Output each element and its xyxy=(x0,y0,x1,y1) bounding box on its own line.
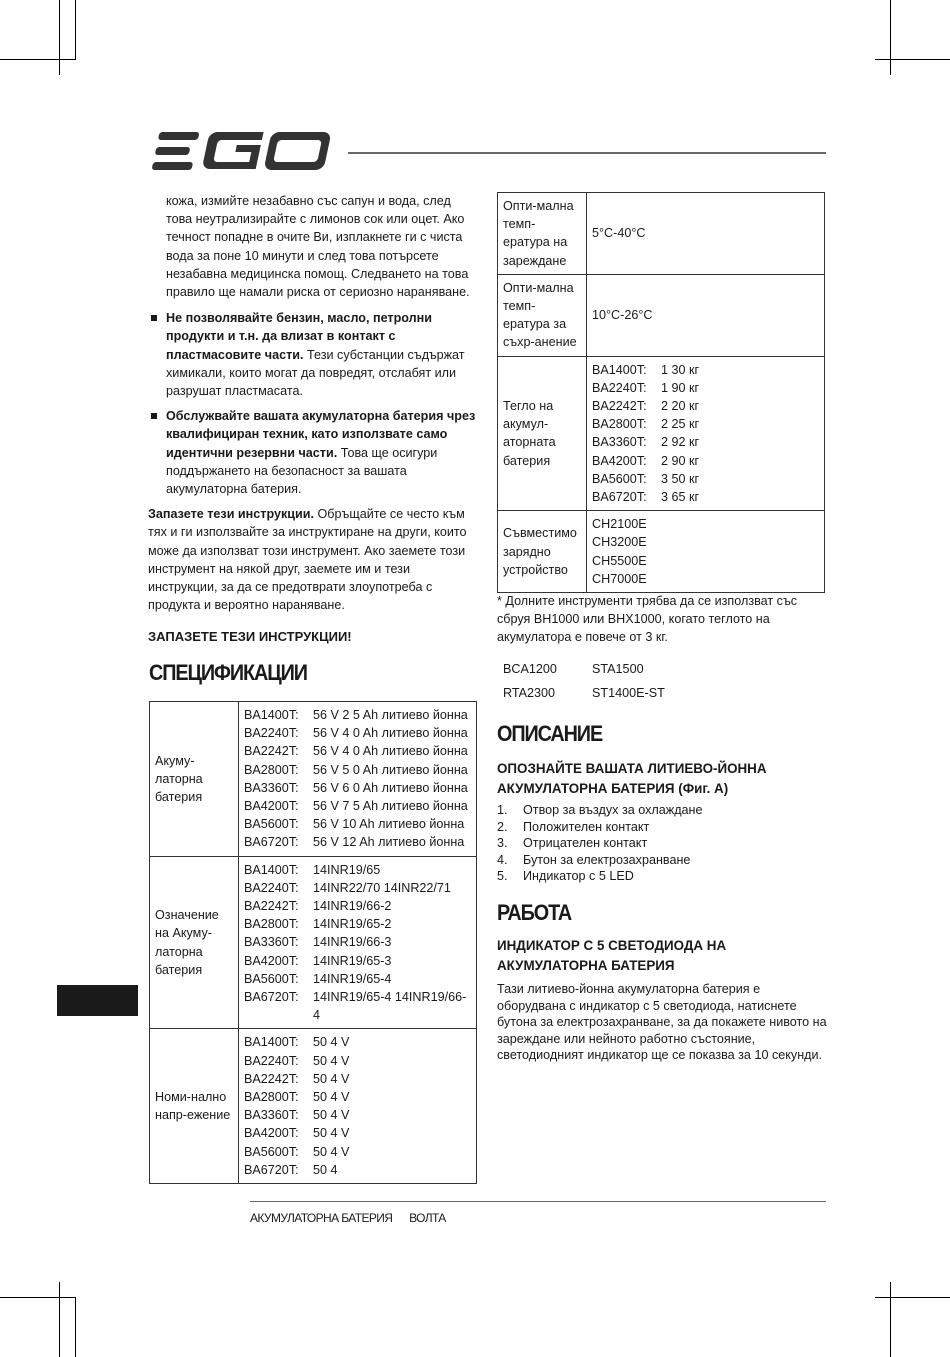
spec-line xyxy=(244,897,471,915)
bullet-icon xyxy=(151,315,157,321)
model-value: 56 V 2 5 Ah литиево йонна xyxy=(313,708,468,722)
spec-label: Означение на Акуму-латорна батерия xyxy=(150,856,239,1029)
model-code: BA1400T: xyxy=(244,862,299,877)
model-code: BA2800T: xyxy=(592,417,647,432)
model-code: BA3360T: xyxy=(244,780,299,795)
model-value: 50 4 V xyxy=(313,1144,350,1159)
bullet-bold: Не позволявайте бензин, масло, петролни продукти и т.н. да влизат в контакт с пластмасовите части. xyxy=(166,311,432,362)
spec-label: Акуму-латорна батерия xyxy=(150,702,239,857)
spec-label: Опти-мална темп-ература за съхр-анение xyxy=(498,274,587,356)
spec-line xyxy=(592,379,819,397)
model-value: 1 90 кг xyxy=(661,380,700,395)
item-number: 4. xyxy=(497,852,508,867)
model-value: 1 30 кг xyxy=(661,362,700,377)
item-text: Индикатор с 5 LED xyxy=(523,869,634,884)
model-value: 56 V 6 0 Ah литиево йонна xyxy=(313,780,468,795)
spec-values: 5°C-40°C xyxy=(587,193,825,275)
spec-line xyxy=(592,488,819,506)
spec-values xyxy=(587,356,825,511)
item-text: Отвор за въздух за охлаждане xyxy=(523,803,703,817)
model-code: BA5600T: xyxy=(592,471,647,486)
spec-line xyxy=(592,452,819,470)
model-code: BA5600T: xyxy=(244,971,299,986)
bullet-item xyxy=(148,309,476,400)
spec-line xyxy=(592,397,819,415)
model-value: 14INR19/65 xyxy=(313,862,381,877)
spec-line xyxy=(244,1088,471,1106)
spec-line xyxy=(244,1161,471,1179)
item-number: 2. xyxy=(497,819,508,834)
bullet-bold: Обслужвайте вашата акумулаторна батерия чрез квалифициран техник, като използвате само идентични резервни части. xyxy=(166,409,476,460)
section-tab xyxy=(57,985,138,1016)
spec-line xyxy=(244,1143,471,1161)
spec-line xyxy=(244,833,471,851)
model-value: 50 4 V xyxy=(313,1108,350,1123)
model-value: 56 V 10 Ah литиево йонна xyxy=(313,817,465,832)
spec-values xyxy=(239,1029,477,1184)
tool-item: ST1400E-ST xyxy=(592,686,665,700)
work-paragraph xyxy=(497,981,827,1064)
spec-line xyxy=(592,361,819,379)
list-item xyxy=(497,802,703,819)
model-code: BA1400T: xyxy=(244,1035,299,1050)
model-value: 56 V 7 5 Ah литиево йонна xyxy=(313,799,468,814)
model-code: BA4200T: xyxy=(244,953,299,968)
footer-right: ВОЛТА xyxy=(409,1211,446,1225)
model-code: BA2800T: xyxy=(244,762,299,777)
model-code: BA2242T: xyxy=(244,899,299,914)
work-title: РАБОТА xyxy=(497,900,572,925)
model-code: BA2240T: xyxy=(244,726,299,741)
list-item xyxy=(497,835,703,852)
model-code: BA3360T: xyxy=(244,1108,299,1123)
bullet-item xyxy=(148,407,476,498)
spec-row xyxy=(498,193,825,275)
model-code: BA6720T: xyxy=(244,990,299,1005)
header-rule xyxy=(348,152,826,154)
tool-row xyxy=(503,657,665,681)
description-title: ОПИСАНИЕ xyxy=(497,721,603,746)
spec-title: СПЕЦИФИКАЦИИ xyxy=(149,660,307,685)
spec-line xyxy=(244,761,471,779)
model-value: 50 4 V xyxy=(313,1090,350,1105)
model-value: 50 4 xyxy=(313,1162,338,1177)
model-value: 3 65 кг xyxy=(661,490,700,505)
item-text: Положителен контакт xyxy=(523,819,650,834)
spec-line xyxy=(244,779,471,797)
model-code: BA3360T: xyxy=(592,435,647,450)
model-code: BA2242T: xyxy=(244,744,299,759)
model-value: 3 50 кг xyxy=(661,471,700,486)
save-bold: Запазете тези инструкции. xyxy=(148,507,315,522)
save-paragraph xyxy=(148,505,476,614)
tool-row xyxy=(503,681,665,705)
charger-model: CH2100E xyxy=(592,517,647,532)
spec-label: Тегло на акумул-аторната батерия xyxy=(498,356,587,511)
spec-label: Опти-мална темп-ература на зареждане xyxy=(498,193,587,275)
item-text: Бутон за електрозахранване xyxy=(523,852,691,867)
crop-mark xyxy=(890,0,891,75)
work-subtitle: ИНДИКАТОР С 5 СВЕТОДИОДА НА АКУМУЛАТОРНА БАТЕРИЯ xyxy=(497,938,727,973)
model-value: 56 V 4 0 Ah литиево йонна xyxy=(313,726,468,741)
note-text: * Долните инструменти трябва да се използват със сбруя BH1000 или BHX1000, когато теглото на акумулатора е повече от 3 кг. xyxy=(497,594,798,645)
crop-mark xyxy=(75,0,76,60)
model-value: 14INR22/70 14INR22/71 xyxy=(313,880,451,895)
tool-item: RTA2300 xyxy=(503,686,556,700)
crop-mark xyxy=(890,1282,891,1357)
spec-row xyxy=(150,856,477,1029)
spec-row xyxy=(498,274,825,356)
model-value: 56 V 4 0 Ah литиево йонна xyxy=(313,744,468,759)
parts-list xyxy=(497,802,703,885)
charger-model: CH3200E xyxy=(592,535,647,550)
model-code: BA4200T: xyxy=(592,453,647,468)
description-subtitle: ОПОЗНАЙТЕ ВАШАТА ЛИТИЕВО-ЙОННА АКУМУЛАТОРНА БАТЕРИЯ (Фиг. А) xyxy=(497,761,767,796)
model-code: BA4200T: xyxy=(244,799,299,814)
footer-left: АКУМУЛАТОРНА БАТЕРИЯ xyxy=(250,1211,393,1225)
intro-paragraph: кожа, измийте незабавно със сапун и вода, след това неутрализирайте с лимонов сок или оцет. Ако течност попадне в очите Ви, изплакнете ги с чиста вода за поне 10 минути и след това потърсете незабавна медицинска помощ. Следването на това правило ще намали риска от сериозно нараняване. xyxy=(166,194,470,300)
model-value: 50 4 V xyxy=(313,1071,350,1086)
model-value: 14INR19/66-3 xyxy=(313,935,392,950)
model-value: 2 20 кг xyxy=(661,399,700,414)
model-code: BA2240T: xyxy=(244,1053,299,1068)
model-value: 56 V 12 Ah литиево йонна xyxy=(313,835,465,850)
spec-line xyxy=(244,915,471,933)
spec-line xyxy=(244,933,471,951)
spec-line xyxy=(592,470,819,488)
left-column xyxy=(148,192,476,647)
model-value: 2 90 кг xyxy=(661,453,700,468)
model-value: 50 4 V xyxy=(313,1126,350,1141)
model-code: BA4200T: xyxy=(244,1126,299,1141)
spec-line xyxy=(244,970,471,988)
model-value: 2 25 кг xyxy=(661,417,700,432)
spec-row xyxy=(150,702,477,857)
save-caps: ЗАПАЗЕТЕ ТЕЗИ ИНСТРУКЦИИ! xyxy=(148,629,352,645)
spec-line xyxy=(244,724,471,742)
crop-mark xyxy=(875,1297,950,1298)
tool-list xyxy=(503,657,665,705)
model-code: BA6720T: xyxy=(592,490,647,505)
footer-rule xyxy=(250,1201,826,1202)
spec-line xyxy=(244,952,471,970)
spec-values xyxy=(239,702,477,857)
list-item xyxy=(497,868,703,885)
crop-mark xyxy=(0,1297,75,1298)
model-code: BA2242T: xyxy=(244,1071,299,1086)
item-number: 5. xyxy=(497,869,508,884)
spec-label: Съвместимо зарядно устройство xyxy=(498,511,587,593)
spec-line xyxy=(244,1106,471,1124)
model-code: BA5600T: xyxy=(244,1144,299,1159)
bullet-text: Това ще осигури поддържането на безопасност за вашата акумулаторна батерия. xyxy=(166,445,438,497)
work-text: Тази литиево-йонна акумулаторна батерия е оборудвана с индикатор с 5 светодиода, натиснете бутона за електрозахранване, за да покажете нивото на зареждане или нейното работно състояние, светодиодният индикатор ще се показва за 10 секунди. xyxy=(497,982,827,1063)
model-value: 56 V 5 0 Ah литиево йонна xyxy=(313,762,468,777)
spec-line xyxy=(244,815,471,833)
footer xyxy=(250,1211,446,1225)
model-value: 50 4 V xyxy=(313,1035,350,1050)
bullet-icon xyxy=(151,413,157,419)
model-value: 50 4 V xyxy=(313,1053,350,1068)
crop-mark xyxy=(75,1297,76,1357)
model-code: BA2800T: xyxy=(244,1090,299,1105)
spec-values xyxy=(239,856,477,1029)
spec-line xyxy=(244,879,471,897)
spec-line xyxy=(244,1070,471,1088)
model-value: 14INR19/65-2 xyxy=(313,917,392,932)
spec-values xyxy=(587,511,825,593)
spec-label: Номи-нално напр-ежение xyxy=(150,1029,239,1184)
model-code: BA2800T: xyxy=(244,917,299,932)
model-code: BA1400T: xyxy=(244,708,299,722)
model-code: BA1400T: xyxy=(592,362,647,377)
spec-line xyxy=(244,861,471,879)
spec-values: 10°C-26°C xyxy=(587,274,825,356)
crop-mark xyxy=(59,0,60,75)
model-code: BA6720T: xyxy=(244,1162,299,1177)
spec-line xyxy=(244,706,471,724)
save-text: Обръщайте се често към тях и ги използвайте за инструктиране на други, които може да използват този инструмент. Ако заемете този инструмент на някой друг, заемете им и тези инструкции, за да се предотврати злоупотреба с продукта и вероятно нараняване. xyxy=(148,507,467,613)
model-value: 14INR19/66-2 xyxy=(313,899,392,914)
model-code: BA6720T: xyxy=(244,835,299,850)
model-value: 14INR19/65-4 xyxy=(313,971,392,986)
item-text: Отрицателен контакт xyxy=(523,836,648,851)
crop-mark xyxy=(59,1282,60,1357)
model-code: BA2240T: xyxy=(592,380,647,395)
model-code: BA2240T: xyxy=(244,880,299,895)
spec-row xyxy=(498,511,825,593)
spec-line xyxy=(592,433,819,451)
item-number: 1. xyxy=(497,803,508,817)
tool-item: BCA1200 xyxy=(503,662,557,676)
item-number: 3. xyxy=(497,836,508,851)
spec-table xyxy=(149,701,477,1184)
spec-line xyxy=(244,1052,471,1070)
tool-note xyxy=(497,592,825,647)
charger-model: CH7000E xyxy=(592,571,647,586)
model-value: 14INR19/65-4 14INR19/66-4 xyxy=(313,990,467,1023)
spec-line xyxy=(244,742,471,760)
spec-line xyxy=(592,415,819,433)
charger-model: CH5500E xyxy=(592,553,647,568)
list-item xyxy=(497,852,703,869)
spec-row xyxy=(150,1029,477,1184)
right-spec-table xyxy=(497,192,825,593)
crop-mark xyxy=(0,59,75,60)
tool-item: STA1500 xyxy=(592,662,644,676)
spec-line xyxy=(244,1033,471,1051)
model-code: BA5600T: xyxy=(244,817,299,832)
bullet-text: Тези субстанции съдържат химикали, които могат да повредят, отслабят или разрушат пластмасата. xyxy=(166,347,465,399)
crop-mark xyxy=(875,59,950,60)
model-value: 2 92 кг xyxy=(661,435,700,450)
spec-line xyxy=(244,797,471,815)
spec-row xyxy=(498,356,825,511)
model-code: BA2242T: xyxy=(592,399,647,414)
list-item xyxy=(497,819,703,836)
spec-line xyxy=(244,988,471,1024)
model-value: 14INR19/65-3 xyxy=(313,953,392,968)
model-code: BA3360T: xyxy=(244,935,299,950)
spec-line xyxy=(244,1124,471,1142)
ego-logo xyxy=(148,130,333,174)
